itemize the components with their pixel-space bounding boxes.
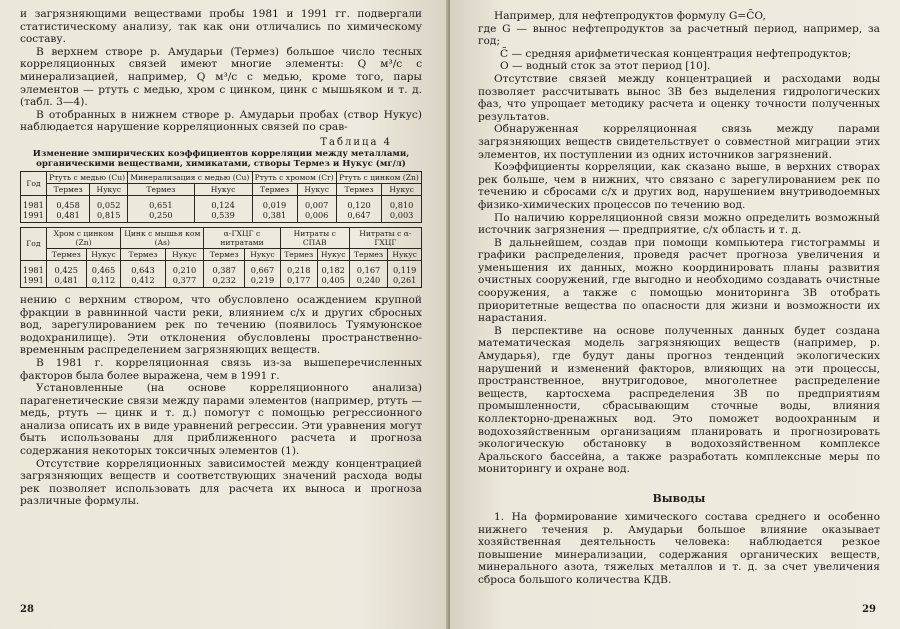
table1-sub-nukus: Нукус [194,183,252,195]
table2-sub-termez: Термез [121,248,165,260]
table2-sub-nukus: Нукус [86,248,121,260]
table2-group-1: Хром с цинком (Zn) [46,227,121,248]
table2-group-2: Цинк с мышья ком (As) [121,227,204,248]
formula-definition-o: O — водный сток за этот период [10]. [500,60,711,73]
left-paragraph-7: Отсутствие корреляционных зависимостей между концентрацией загрязняющих веществ и соответствующих значений расхода воды рек позволяет использовать для расчета их выноса и прогноза различные формулы. [20,457,422,508]
table-row [21,195,422,222]
table1-cell: 0,007 0,006 [297,195,336,222]
table1-years: 1981 1991 [21,195,47,222]
table1-cell: 0,458 0,481 [46,195,89,222]
table2-cell: 0,387 0,232 [204,260,245,287]
correlation-table-2 [20,227,422,288]
table1-cell: 0,120 0,647 [336,195,382,222]
table2-sub-nukus: Нукус [165,248,204,260]
right-paragraph-3: Коэффициенты корреляции, как сказано выше, в верхних створах рек больше, чем в нижних, что связано с зарегулированием рек по течению и сбросами с/х и других вод, нарушением внутриводоемных физико-химических процессов по течению вод. [478,161,880,211]
table1-group-4: Ртуть с цинком (Zn) [336,171,421,183]
table2-sub-nukus: Нукус [317,248,349,260]
page-number-right: 29 [862,604,876,615]
table-number: Таблица 4 [320,136,392,148]
table2-year-header: Год [21,227,47,260]
right-paragraph-6: В перспективе на основе полученных данных будет создана математическая модель загрязняющих веществ (например, р. Амударья), где будут даны прогноз тенденций экологических нарушений и изменений факторов, влияющих на эти процессы, пространственное, внутригодовое, многолетнее распределение веществ, картосхема распределения ЗВ по предприятиям промышленности, сбрасывающим сточные воды, влияния коллекторно-дренажных вод. Это поможет водоохранным и водохозяйственным организациям планировать и прогнозировать экологическую обстановку в водохозяйственном комплексе Аральского бассейна, а также разработать комплексные меры по мониторингу и охране вод. [478,324,880,476]
table1-sub-termez: Термез [336,183,382,195]
left-paragraph-2: В верхнем створе р. Амударьи (Термез) большое число тесных корреляционных связей имеют многие элементы: Q м³/с с минерализацией, например, Q м³/с с медью, кроме того, пары элементов — ртуть с медью, хром с цинком, цинк с мышьяком и т. д. (табл. 3—4). [20,45,422,109]
table2-cell: 0,218 0,177 [280,260,317,287]
table2-cell: 0,667 0,219 [245,260,281,287]
left-paragraph-5: В 1981 г. корреляционная связь из-за вышеперечисленных факторов была более выражена, чем в 1991 г. [20,356,422,382]
table2-group-3: α-ГХЦГ с нитратами [204,227,281,248]
table1-sub-nukus: Нукус [90,183,128,195]
correlation-table-1 [20,171,422,223]
table1-sub-nukus: Нукус [297,183,336,195]
right-paragraph-1: Отсутствие связей между концентрацией и расходами воды позволяет рассчитывать вынос ЗВ без выделения гидрологических фаз, что упрощает методику расчета и оценку точности полученных результатов. [478,72,880,123]
table1-cell: 0,810 0,003 [382,195,422,222]
formula-definition-g: где G — вынос нефтепродуктов за расчетный период, например, за год; [478,22,880,48]
table2-sub-termez: Термез [204,248,245,260]
table1-cell: 0,052 0,815 [90,195,128,222]
table2-cell: 0,182 0,405 [317,260,349,287]
table2-cell: 0,119 0,261 [388,260,422,287]
right-page [450,0,900,629]
table1-group-1: Ртуть с медью (Cu) [46,171,127,183]
table-row [21,260,422,287]
table1-sub-termez: Термез [128,183,194,195]
left-paragraph-4: нению с верхним створом, что обусловлено осаждением крупной фракции в равнинной части реки, влиянием с/х и других сбросных вод, зарегулированием рек по течению (появилось Туямуюнское водохранилище). Эти отклонения обусловлены пространственно-временным распределением загрязняющих веществ. [20,293,422,357]
table2-cell: 0,167 0,240 [349,260,388,287]
table1-cell: 0,651 0,250 [128,195,194,222]
table1-cell: 0,124 0,539 [194,195,252,222]
section-heading: Выводы [652,491,706,505]
table1-sub-nukus: Нукус [382,183,422,195]
right-paragraph-5: В дальнейшем, создав при помощи компьютера гистограммы и графики распределения, проведя расчет прогноза увеличения и уменьшения их данных, можно координировать планы развития очистных сооружений, где выгодно и необходимо создавать очистные сооружения, а также с помощью мониторинга ЗВ отобрать приоритетные вещества по опасности для жизни и возможности их нарастания. [478,236,880,325]
table1-group-3: Ртуть с хромом (Cr) [252,171,336,183]
table2-cell: 0,643 0,412 [121,260,165,287]
table1-cell: 0,019 0,381 [252,195,297,222]
table1-year-header: Год [21,171,47,195]
right-paragraph-4: По наличию корреляционной связи можно определить возможный источник загрязнения — предприятие, с/х область и т. д. [478,211,880,237]
table1-sub-termez: Термез [46,183,89,195]
formula-definition-c: C̄ — средняя арифметическая концентрация нефтепродуктов; [500,47,852,60]
table-caption: Изменение эмпирических коэффициентов корреляции между металлами, органическими веществами, химикатами, створы Термез и Нукус (мг/л) [32,148,410,169]
table1-sub-termez: Термез [252,183,297,195]
table2-sub-termez: Термез [280,248,317,260]
table2-cell: 0,465 0,112 [86,260,121,287]
table1-group-2: Минерализация с медью (Cu) [128,171,252,183]
table2-group-5: Нитраты с α-ГХЦГ [349,227,421,248]
formula-line: Например, для нефтепродуктов формулу G=C̄O, [494,10,766,22]
conclusion-paragraph: 1. На формирование химического состава среднего и особенно нижнего течения р. Амударьи большое влияние оказывает хозяйственная деятельность человека: наблюдается резкое повышение минерализации, содержания органических веществ, минерального азота, тяжелых металлов и т. д. за счет увеличения сброса большого количества КДВ. [478,510,880,586]
left-paragraph-1: и загрязняющими веществами пробы 1981 и 1991 гг. подвергали статистическому анализу, так как они отличались по химическому составу. [20,8,422,46]
table2-sub-termez: Термез [46,248,86,260]
table2-sub-nukus: Нукус [388,248,422,260]
table2-years: 1981 1991 [21,260,47,287]
table2-sub-termez: Термез [349,248,388,260]
page-number-left: 28 [20,604,34,615]
table2-group-4: Нитраты с СПАВ [280,227,349,248]
table2-sub-nukus: Нукус [245,248,281,260]
table2-cell: 0,425 0,481 [46,260,86,287]
table2-cell: 0,210 0,377 [165,260,204,287]
left-paragraph-3: В отобранных в нижнем створе р. Амударьи пробах (створ Нукус) наблюдается нарушение корреляционных связей по срав- [20,108,422,134]
right-paragraph-2: Обнаруженная корреляционная связь между парами загрязняющих веществ свидетельствует о совместной миграции этих элементов, их поступлении из одних источников загрязнений. [478,123,880,161]
left-paragraph-6: Установленные (на основе корреляционного анализа) парагенетические связи между парами элементов (например, ртуть — медь, ртуть — цинк и т. д.) помогут с помощью регрессионного анализа описать их в виде уравнений регрессии. Эти уравнения могут быть использованы для приближенного расчета и прогноза содержания некоторых токсичных элементов (1). [20,382,422,458]
